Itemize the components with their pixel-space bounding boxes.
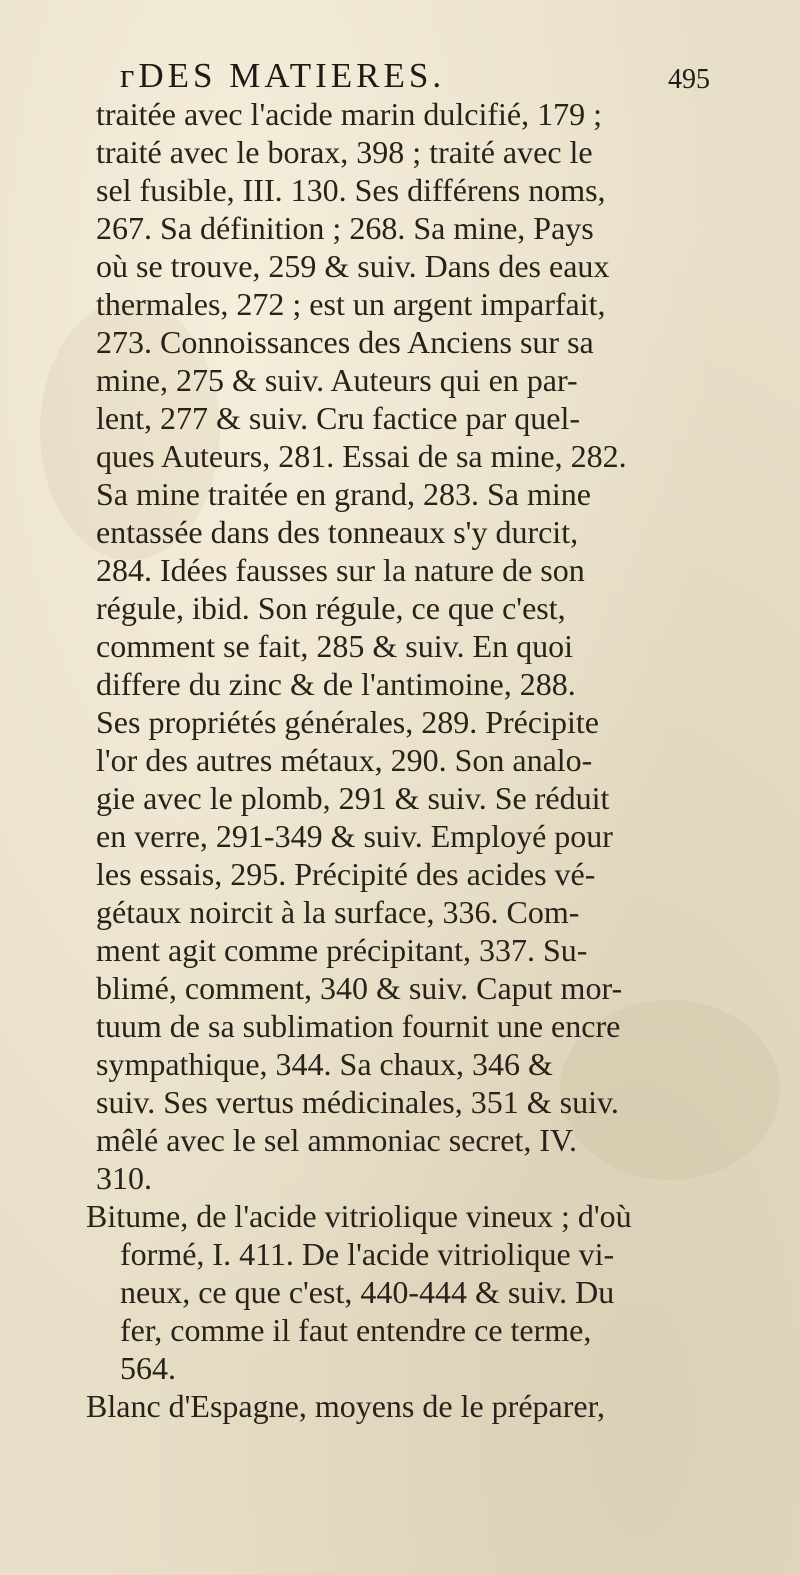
- text-line: en verre, 291-349 & suiv. Employé pour: [96, 818, 613, 854]
- text-line: Blanc d'Espagne, moyens de le préparer,: [86, 1388, 605, 1424]
- text-line: 284. Idées fausses sur la nature de son: [96, 552, 585, 588]
- text-line: mine, 275 & suiv. Auteurs qui en par-: [96, 362, 578, 398]
- text-line: fer, comme il faut entendre ce terme,: [120, 1312, 592, 1348]
- text-line: Bitume, de l'acide vitriolique vineux ; d'où: [86, 1198, 632, 1234]
- text-line: formé, I. 411. De l'acide vitriolique vi-: [120, 1236, 615, 1272]
- text-line: 273. Connoissances des Anciens sur sa: [96, 324, 594, 360]
- text-line: Ses propriétés générales, 289. Précipite: [96, 704, 599, 740]
- text-line: 267. Sa définition ; 268. Sa mine, Pays: [96, 210, 594, 246]
- text-line: gétaux noircit à la surface, 336. Com-: [96, 894, 580, 930]
- page-header: [120, 40, 710, 96]
- text-line: blimé, comment, 340 & suiv. Caput mor-: [96, 970, 623, 1006]
- text-line: Sa mine traitée en grand, 283. Sa mine: [96, 476, 591, 512]
- text-line: sympathique, 344. Sa chaux, 346 &: [96, 1046, 553, 1082]
- text-line: 310.: [96, 1160, 152, 1196]
- text-line: gie avec le plomb, 291 & suiv. Se réduit: [96, 780, 610, 816]
- text-line: thermales, 272 ; est un argent imparfait,: [96, 286, 606, 322]
- text-line: ques Auteurs, 281. Essai de sa mine, 282.: [96, 438, 627, 474]
- text-line: differe du zinc & de l'antimoine, 288.: [96, 666, 576, 702]
- text-line: neux, ce que c'est, 440-444 & suiv. Du: [120, 1274, 615, 1310]
- text-line: mêlé avec le sel ammoniac secret, IV.: [96, 1122, 577, 1158]
- text-line: les essais, 295. Précipité des acides vé-: [96, 856, 596, 892]
- text-line: ment agit comme précipitant, 337. Su-: [96, 932, 588, 968]
- text-line: comment se fait, 285 & suiv. En quoi: [96, 628, 573, 664]
- text-line: l'or des autres métaux, 290. Son analo-: [96, 742, 593, 778]
- text-line: où se trouve, 259 & suiv. Dans des eaux: [96, 248, 610, 284]
- text-line: tuum de sa sublimation fournit une encre: [96, 1008, 621, 1044]
- text-line: lent, 277 & suiv. Cru factice par quel-: [96, 400, 580, 436]
- text-line: sel fusible, III. 130. Ses différens noms,: [96, 172, 606, 208]
- text-line: traitée avec l'acide marin dulcifié, 179 ;: [96, 96, 602, 132]
- text-line: régule, ibid. Son régule, ce que c'est,: [96, 590, 566, 626]
- running-head: ᴦDES MATIERES.: [120, 56, 446, 95]
- text-line: suiv. Ses vertus médicinales, 351 & suiv.: [96, 1084, 619, 1120]
- text-line: 564.: [120, 1350, 176, 1386]
- text-line: traité avec le borax, 398 ; traité avec le: [96, 134, 593, 170]
- page-number: 495: [668, 64, 710, 95]
- text-line: entassée dans des tonneaux s'y durcit,: [96, 514, 579, 550]
